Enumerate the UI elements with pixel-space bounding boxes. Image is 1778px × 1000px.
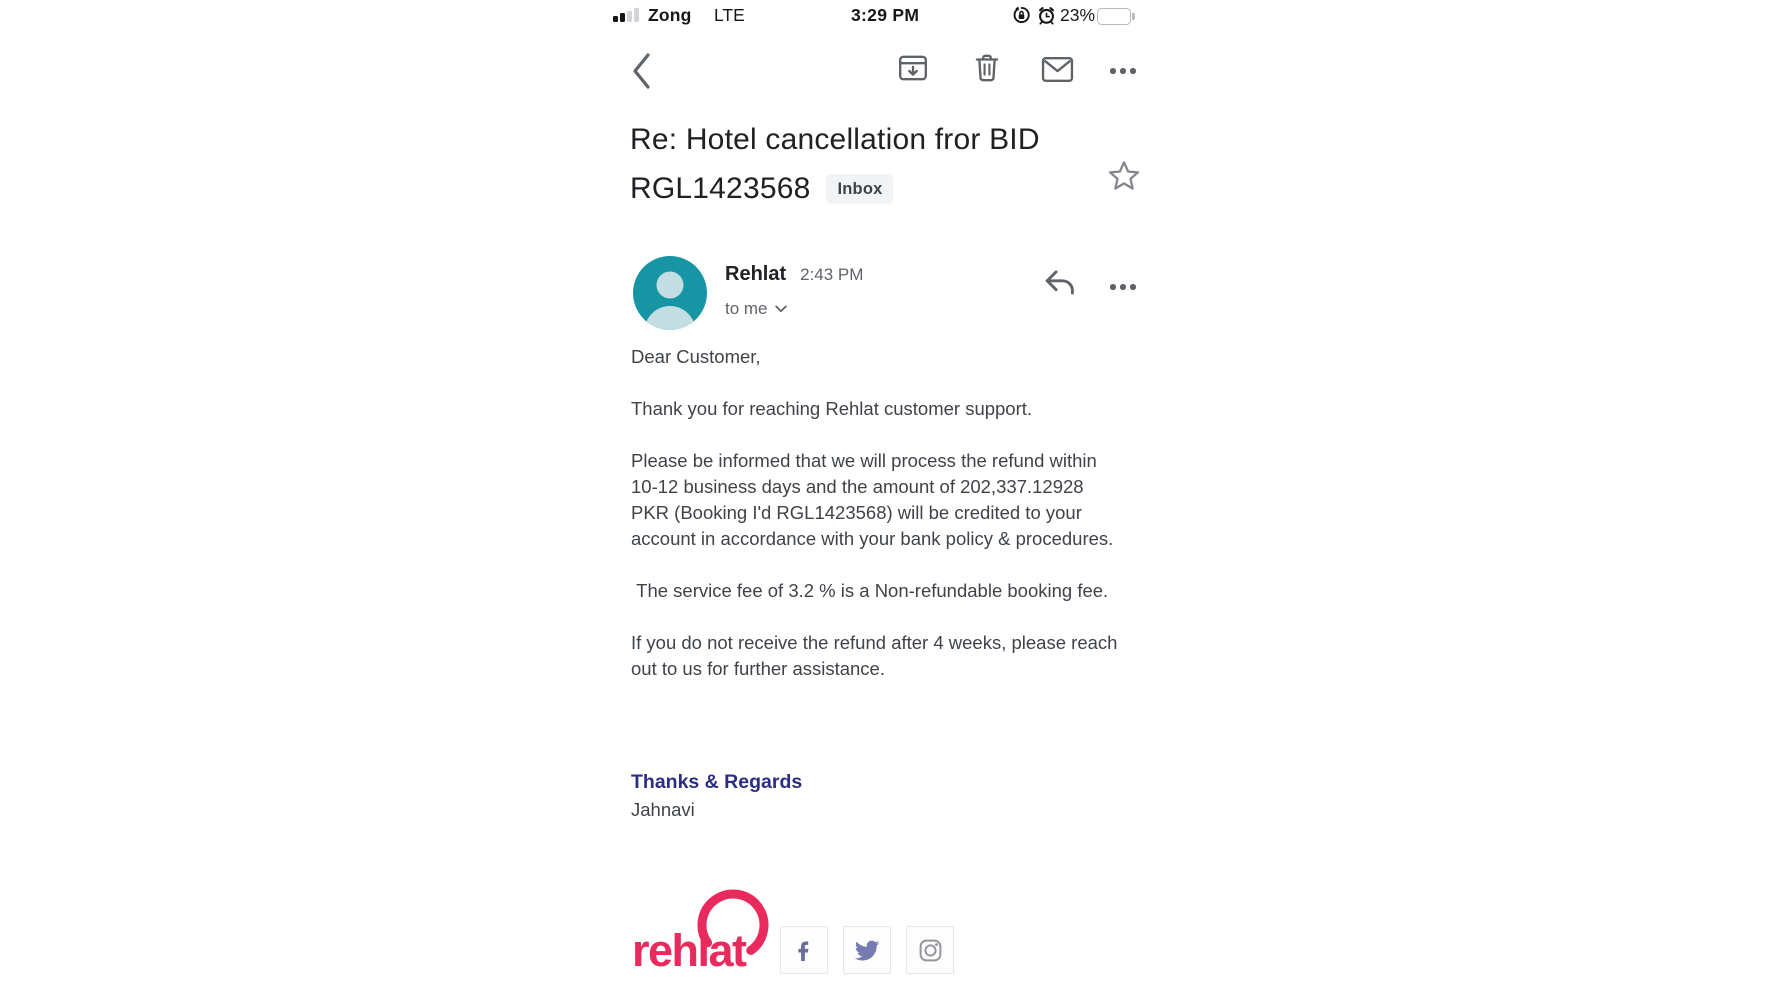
twitter-icon [853,936,881,964]
archive-icon [897,52,929,84]
battery-percent-label: 23% [1060,5,1096,25]
battery-icon [1097,8,1135,25]
recipient-expander[interactable] [725,299,787,319]
social-links [780,926,954,974]
body-paragraph: The service fee of 3.2 % is a Non-refundable booking fee. [631,580,1109,601]
email-subject [630,115,1100,213]
instagram-icon [917,937,944,964]
facebook-button[interactable] [780,926,828,974]
back-arrow-icon [630,51,652,91]
more-options-icon [1110,68,1136,74]
more-options-icon [1110,284,1136,290]
alarm-clock-icon [1037,6,1056,30]
rehlat-logo-arc [697,888,773,972]
delete-button[interactable] [971,51,1003,85]
signal-strength-icon [613,8,639,22]
person-icon [633,256,707,330]
star-button[interactable] [1106,158,1142,194]
network-type-label: LTE [714,5,745,25]
mark-unread-button[interactable] [1041,56,1074,83]
inbox-label-chip[interactable]: Inbox [826,174,893,204]
back-button[interactable] [630,51,652,91]
reply-button[interactable] [1042,268,1078,298]
rehlat-logo [630,884,790,989]
body-paragraph: If you do not receive the refund after 4 weeks, please reach out to us for further assistance. [631,632,1123,679]
trash-icon [971,51,1003,85]
recipient-label: to me [725,299,768,318]
message-time: 2:43 PM [800,265,864,284]
sender-avatar[interactable] [633,256,707,330]
email-signature [631,771,802,821]
signature-closing: Thanks & Regards [631,771,803,793]
more-options-button[interactable] [1110,68,1136,74]
carrier-label: Zong [648,5,692,25]
facebook-icon [791,937,817,963]
rehlat-logo-text: rehlat [632,925,746,976]
sender-line [725,263,863,286]
status-time: 3:29 PM [851,5,920,25]
mail-icon [1041,56,1074,83]
subject-text: Re: Hotel cancellation fror BID RGL1423568 [630,123,1040,205]
reply-arrow-icon [1042,268,1078,298]
orientation-lock-icon [1012,6,1031,30]
chevron-down-icon [775,305,787,313]
email-body [631,344,1125,708]
body-paragraph: Dear Customer, [631,346,761,367]
signature-name: Jahnavi [631,799,695,820]
body-paragraph: Please be informed that we will process the refund within 10-12 business days and the amount of 202,337.12928 PKR (Booking I'd RGL1423568) will be credited to your account in accordance with your bank policy & procedures. [631,450,1114,549]
body-paragraph: Thank you for reaching Rehlat customer support. [631,398,1033,419]
archive-button[interactable] [897,52,929,84]
message-more-button[interactable] [1110,284,1136,290]
sender-name: Rehlat [725,263,787,285]
twitter-button[interactable] [843,926,891,974]
instagram-button[interactable] [906,926,954,974]
star-icon [1106,158,1142,194]
